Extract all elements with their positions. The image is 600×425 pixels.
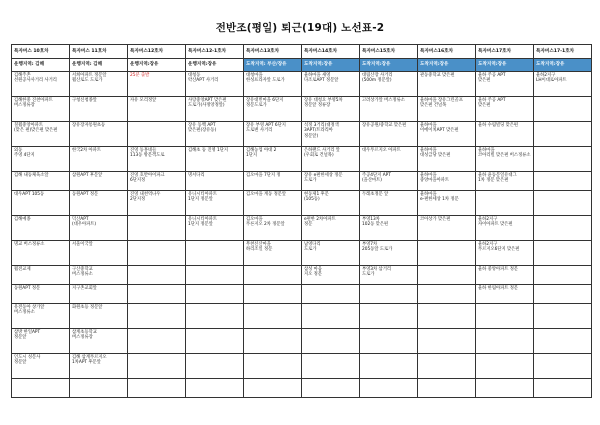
route-stop-cell (186, 241, 244, 266)
route-stop-cell (476, 285, 534, 304)
route-stop-cell (418, 379, 476, 398)
route-stop-text: 한국2차 아파트 (72, 148, 102, 153)
route-stop-cell (418, 354, 476, 379)
route-stop-cell (360, 122, 418, 147)
route-stop-cell (128, 285, 186, 304)
route-stop-cell (360, 72, 418, 97)
table-row (12, 379, 592, 398)
route-stop-cell (244, 97, 302, 122)
route-stop-text: 인도시 성문사 정문앞 (14, 355, 41, 366)
route-stop-cell (186, 172, 244, 191)
route-stop-cell (128, 72, 186, 97)
route-stop-cell (476, 122, 534, 147)
route-stop-text: 대청마을 한성프라자앞 도로가 (246, 73, 285, 84)
header-cell: 특자버스16호차 (418, 45, 476, 59)
route-stop-cell (186, 122, 244, 147)
destination-cell: 도착지역: 부산/장유 (244, 59, 302, 72)
route-stop-cell (360, 266, 418, 285)
route-stop-text: 대우푸르지오 아파트 (362, 148, 401, 153)
route-stop-text: 장유대빈마을 6단지 정문도로가 (246, 98, 284, 109)
table-row (12, 97, 592, 122)
route-stop-text: 장유장자통원초등 (72, 123, 106, 128)
route-table (11, 44, 592, 398)
route-stop-cell (360, 241, 418, 266)
route-stop-cell (476, 216, 534, 241)
route-stop-cell (302, 122, 360, 147)
route-stop-cell (302, 354, 360, 379)
header-cell: 특자버스13호차 (244, 45, 302, 59)
route-stop-text: e편한 2차아파트 정문 (304, 217, 336, 228)
route-stop-cell (70, 329, 128, 354)
destination-row (12, 59, 592, 72)
route-stop-text: 대림산장 사거리 (500m 정문앞) (362, 73, 393, 84)
route-stop-cell (360, 379, 418, 398)
route-stop-text: 김해초 등 진영 1단지 (188, 148, 229, 153)
route-stop-text: 율하마을 이에이치APT 맞은편 (420, 123, 459, 134)
route-stop-text: 자유 모리정앞 (130, 98, 157, 103)
route-stop-text: 율하 주공 APT 맞은편 (478, 98, 506, 109)
destination-cell: 도착지역:장유 (476, 59, 534, 72)
route-stop-cell (186, 191, 244, 216)
route-stop-text: 주공4단지 APT (을산마트) (362, 173, 391, 184)
route-stop-text: 부영7차 205동앞 도로가 (362, 242, 393, 253)
route-stop-cell (244, 285, 302, 304)
route-stop-cell (418, 172, 476, 191)
route-stop-cell (12, 354, 70, 379)
header-cell: 특자버스 10호차 (12, 45, 70, 59)
route-stop-cell (244, 241, 302, 266)
route-stop-text: 삼원APT 후문앞 (72, 173, 103, 178)
route-stop-text: 율하 주공 APT 맞은편 (478, 73, 506, 84)
route-stop-cell (476, 147, 534, 172)
header-cell: 특자버스15호차 (360, 45, 418, 59)
route-stop-cell (70, 266, 128, 285)
route-stop-text: 율하 한림아파트 정문 (478, 286, 519, 291)
route-stop-cell (12, 304, 70, 329)
route-stop-cell (360, 304, 418, 329)
route-stop-text: 25분 출발 (130, 73, 150, 78)
route-stop-cell (534, 379, 592, 398)
route-stop-cell (476, 379, 534, 398)
route-stop-text: 율하 윤동문일유대그 1차 정문 맞은편 (478, 173, 517, 184)
route-stop-text: 삼성 마음 지오 정문 (304, 267, 322, 278)
route-stop-text: 율하2지구 자이아파트 맞은편 (478, 217, 513, 228)
route-stop-text: 진영 동홍네들 113동 방문객도로 (130, 148, 165, 159)
route-stop-text: 서희아파트 정문앞 월산로도 도로가 (72, 73, 107, 84)
destination-cell: 도착지역:장유 (360, 59, 418, 72)
destination-cell: 운행지역:장유 (186, 59, 244, 72)
route-stop-cell (360, 354, 418, 379)
table-row (12, 172, 592, 191)
route-stop-cell (302, 329, 360, 354)
route-stop-text: 김해 내동체육소앞 (14, 173, 49, 178)
route-stop-text: 율하2지구 푸르지오6단지 맞은편 (478, 242, 520, 253)
route-stop-text: 칠월중앙아파트 (맞은 편)맞은편 맞은편 (14, 123, 58, 134)
header-row (12, 45, 592, 59)
route-stop-cell (70, 191, 128, 216)
route-stop-cell (128, 172, 186, 191)
route-stop-text: 무천신산마을 하리조일 정문 (246, 242, 273, 253)
route-stop-cell (302, 304, 360, 329)
route-stop-cell (360, 191, 418, 216)
route-stop-text: 대우APT 105동 (14, 192, 45, 197)
route-stop-cell (418, 97, 476, 122)
page-title: 전반조(평일) 퇴근(19대) 노선표-2 (215, 22, 385, 34)
route-stop-cell (70, 304, 128, 329)
route-stop-cell (360, 216, 418, 241)
route-stop-cell (12, 379, 70, 398)
route-stop-text: 고려상가앞 버스정류소 (362, 98, 405, 103)
route-stop-cell (70, 97, 128, 122)
route-stop-cell (244, 329, 302, 354)
route-stop-cell (12, 329, 70, 354)
route-stop-text: 율하2지구 LH이대로아파트 (536, 73, 567, 84)
route-stop-text: 구청신청종앞 (72, 98, 97, 103)
route-stop-text: 김오마을 7단지 정 (246, 173, 281, 178)
route-stop-cell (186, 354, 244, 379)
route-stop-cell (70, 354, 128, 379)
route-stop-text: 사랑중앙APT 맞은편 도로가(사정앙정앞) (188, 98, 227, 109)
route-stop-text: 구산중학교 버스정류소 (72, 267, 93, 278)
route-stop-text: 장유 e편한세상 정문 도로가 (304, 173, 343, 184)
route-stop-cell (534, 266, 592, 285)
route-stop-cell (12, 172, 70, 191)
route-stop-cell (360, 97, 418, 122)
route-stop-text: 진영 호반아이파크 6단지정 (130, 173, 165, 184)
route-stop-text: 장유공원/중학교 맞은편 (362, 123, 407, 128)
route-stop-cell (128, 191, 186, 216)
route-stop-cell (418, 285, 476, 304)
table-row (12, 329, 592, 354)
route-stop-cell (186, 329, 244, 354)
route-stop-text: 현동제1 후문 (105동) (304, 192, 329, 203)
route-stop-cell (186, 147, 244, 172)
route-stop-cell (186, 379, 244, 398)
route-stop-text: 대청동 약산APT 사거리 (188, 73, 219, 84)
route-stop-cell (128, 354, 186, 379)
route-stop-cell (302, 266, 360, 285)
route-stop-cell (360, 147, 418, 172)
route-stop-cell (534, 354, 592, 379)
route-stop-text: 부영3차 삼거리 도로가 (362, 267, 392, 278)
route-stop-cell (534, 191, 592, 216)
route-stop-cell (186, 72, 244, 97)
route-stop-text: 유니시티아파트 1단지 정문앞 (188, 192, 218, 203)
route-stop-cell (12, 147, 70, 172)
route-stop-text: 삼계초등학교 버스정류장 (72, 330, 97, 341)
route-stop-cell (418, 191, 476, 216)
route-stop-cell (302, 172, 360, 191)
route-stop-text: 유니시티아파트 1단지 정문앞 (188, 217, 218, 228)
route-stop-cell (12, 122, 70, 147)
route-stop-text: 지구촌교회앞 (72, 286, 97, 291)
route-stop-cell (186, 266, 244, 285)
route-stop-cell (534, 241, 592, 266)
route-stop-cell (12, 191, 70, 216)
route-stop-text: 율하마을 코아리빌 맞은편 버스정류소 (478, 148, 531, 159)
destination-cell: 도착지역:장유 (534, 59, 592, 72)
route-stop-cell (186, 285, 244, 304)
route-stop-cell (12, 216, 70, 241)
route-stop-text: 명서다리 (188, 173, 205, 178)
route-stop-cell (534, 304, 592, 329)
route-stop-text: 두레초정문 앞 (362, 192, 389, 197)
route-stop-text: 율하마을 대성급당 맞은편 (420, 148, 451, 159)
route-stop-cell (12, 266, 70, 285)
header-cell: 특자버스12호차 (128, 45, 186, 59)
route-stop-cell (70, 379, 128, 398)
route-stop-cell (302, 147, 360, 172)
route-stop-text: 김해 삼계푸르지오 1차APT 후문앞 (72, 355, 107, 366)
destination-cell: 운행지역: 김해 (12, 59, 70, 72)
route-stop-cell (418, 329, 476, 354)
route-stop-text: 삼방 한일APT 정문앞 (14, 330, 41, 341)
route-stop-text: 율하 수림빌딩 맞은편 (478, 123, 519, 128)
route-stop-cell (244, 216, 302, 241)
route-stop-cell (244, 304, 302, 329)
route-stop-cell (476, 72, 534, 97)
route-stop-cell (128, 329, 186, 354)
destination-cell: 도착지역:장유 (302, 59, 360, 72)
route-stop-text: 율하마을 중앙마을아파트 (420, 173, 450, 184)
route-stop-cell (418, 216, 476, 241)
destination-cell: 운행지역: 김해 (70, 59, 128, 72)
route-stop-cell (70, 122, 128, 147)
route-stop-cell (360, 329, 418, 354)
header-cell: 특자버스17-1호차 (534, 45, 592, 59)
route-stop-cell (186, 97, 244, 122)
route-stop-cell (418, 72, 476, 97)
route-stop-cell (70, 172, 128, 191)
route-stop-text: 율하마을 e-편한세상 1차 정문 (420, 192, 459, 203)
route-stop-text: 율하 중앙아파트 정문 (478, 267, 519, 272)
route-stop-cell (128, 379, 186, 398)
route-stop-text: 석정 3거리(대정색 3APT/트라리아 정문앞) (304, 123, 339, 139)
route-stop-cell (12, 97, 70, 122)
route-stop-text: 코아상가 맞은편 (420, 217, 451, 222)
route-stop-cell (534, 147, 592, 172)
route-stop-cell (418, 304, 476, 329)
route-stop-text: 김해예종 (14, 217, 31, 222)
route-stop-cell (302, 285, 360, 304)
route-stop-cell (128, 216, 186, 241)
table-row (12, 122, 592, 147)
table-row (12, 216, 592, 241)
route-stop-cell (128, 97, 186, 122)
route-stop-cell (534, 122, 592, 147)
table-row (12, 285, 592, 304)
route-stop-text: 김해주촌 선원공사사거리 사거리 (14, 73, 57, 84)
route-stop-cell (70, 147, 128, 172)
route-stop-text: 남영다리 도로가 (304, 242, 321, 253)
route-stop-cell (476, 191, 534, 216)
route-stop-cell (244, 354, 302, 379)
route-stop-text: 동원APT 정문 (14, 286, 41, 291)
table-row (12, 241, 592, 266)
route-stop-text: 율하마을 새영 다조로APT 정문앞 (304, 73, 339, 84)
route-stop-cell (418, 122, 476, 147)
route-stop-cell (128, 147, 186, 172)
route-stop-cell (186, 216, 244, 241)
route-stop-text: 김오마을 푸른지오 2차 정문앞 (246, 217, 285, 228)
destination-cell: 도착지역:장유 (418, 59, 476, 72)
route-stop-cell (476, 329, 534, 354)
route-stop-cell (244, 147, 302, 172)
route-stop-text: 화원초등 정문앞 (72, 305, 103, 310)
route-stop-cell (534, 72, 592, 97)
table-row (12, 354, 592, 379)
route-stop-cell (476, 304, 534, 329)
route-stop-cell (360, 172, 418, 191)
route-stop-text: 장유 부영 APT 6단지 도로변 사거리 (246, 123, 286, 134)
route-stop-cell (128, 304, 186, 329)
route-stop-cell (244, 191, 302, 216)
route-stop-cell (418, 241, 476, 266)
route-stop-cell (302, 97, 360, 122)
table-row (12, 266, 592, 285)
route-stop-cell (302, 72, 360, 97)
route-stop-cell (12, 241, 70, 266)
route-stop-text: 율하마을 장유그린골프 맞은편 건널목 (420, 98, 463, 109)
route-stop-text: 동원APT 정문 (72, 192, 99, 197)
route-stop-cell (244, 266, 302, 285)
route-stop-text: 김오마을 계동 정문앞 (246, 192, 287, 197)
route-stop-cell (360, 285, 418, 304)
route-stop-cell (244, 72, 302, 97)
route-stop-text: 장유 동백 APT 맞은편(장유동) (188, 123, 217, 134)
header-cell: 특자버스17호차 (476, 45, 534, 59)
table-row (12, 72, 592, 97)
route-stop-cell (186, 304, 244, 329)
route-stop-text: 김해한중 진천아파트 버스정류장 (14, 98, 53, 109)
route-stop-cell (476, 97, 534, 122)
route-stop-cell (12, 72, 70, 97)
header-cell: 특자버스14호차 (302, 45, 360, 59)
route-stop-text: 외동 주영 4단지 (14, 148, 35, 159)
route-stop-cell (70, 285, 128, 304)
destination-cell: 운행지역:장유 (128, 59, 186, 72)
route-stop-cell (244, 172, 302, 191)
header-cell: 특자버스12-1호차 (186, 45, 244, 59)
route-stop-cell (302, 379, 360, 398)
header-cell: 특자버스 11호차 (70, 45, 128, 59)
route-stop-cell (534, 329, 592, 354)
route-stop-cell (70, 216, 128, 241)
route-stop-cell (70, 241, 128, 266)
route-stop-text: 서울이국앞 (72, 242, 93, 247)
route-stop-cell (534, 285, 592, 304)
route-stop-cell (70, 72, 128, 97)
route-stop-cell (244, 122, 302, 147)
table-row (12, 304, 592, 329)
route-stop-cell (302, 191, 360, 216)
route-stop-cell (128, 241, 186, 266)
route-stop-text: 진영 내천역나우 2단지정 (130, 192, 161, 203)
route-stop-cell (244, 379, 302, 398)
route-stop-cell (418, 147, 476, 172)
route-stop-cell (534, 172, 592, 191)
route-stop-cell (302, 216, 360, 241)
route-stop-cell (302, 241, 360, 266)
table-row (12, 191, 592, 216)
route-stop-cell (476, 172, 534, 191)
route-stop-text: 은하랜드 사거리 앞 (우회로 건널목) (304, 148, 340, 159)
route-stop-cell (476, 266, 534, 285)
table-row (12, 147, 592, 172)
route-stop-text: 월전교제 (14, 267, 31, 272)
route-stop-cell (128, 266, 186, 285)
route-stop-cell (128, 122, 186, 147)
route-stop-cell (12, 285, 70, 304)
route-stop-text: 유전동아 상가앞 버스정류소 (14, 305, 45, 316)
route-stop-cell (534, 97, 592, 122)
route-stop-text: 덕산APT (대우아파트) (72, 217, 97, 228)
route-stop-text: 장유 대청요 부영5차 정문앞 정류장 (304, 98, 343, 109)
route-stop-cell (476, 354, 534, 379)
route-stop-text: 부영13차 102동 맞은편 (362, 217, 389, 228)
route-stop-cell (534, 216, 592, 241)
route-stop-cell (418, 266, 476, 285)
route-stop-text: 김해농업 아대 2 1단지 (246, 148, 277, 159)
route-stop-text: 관동중학교 맞은편 (420, 73, 455, 78)
route-stop-text: 명교 버스정류소 (14, 242, 45, 247)
route-stop-cell (476, 241, 534, 266)
